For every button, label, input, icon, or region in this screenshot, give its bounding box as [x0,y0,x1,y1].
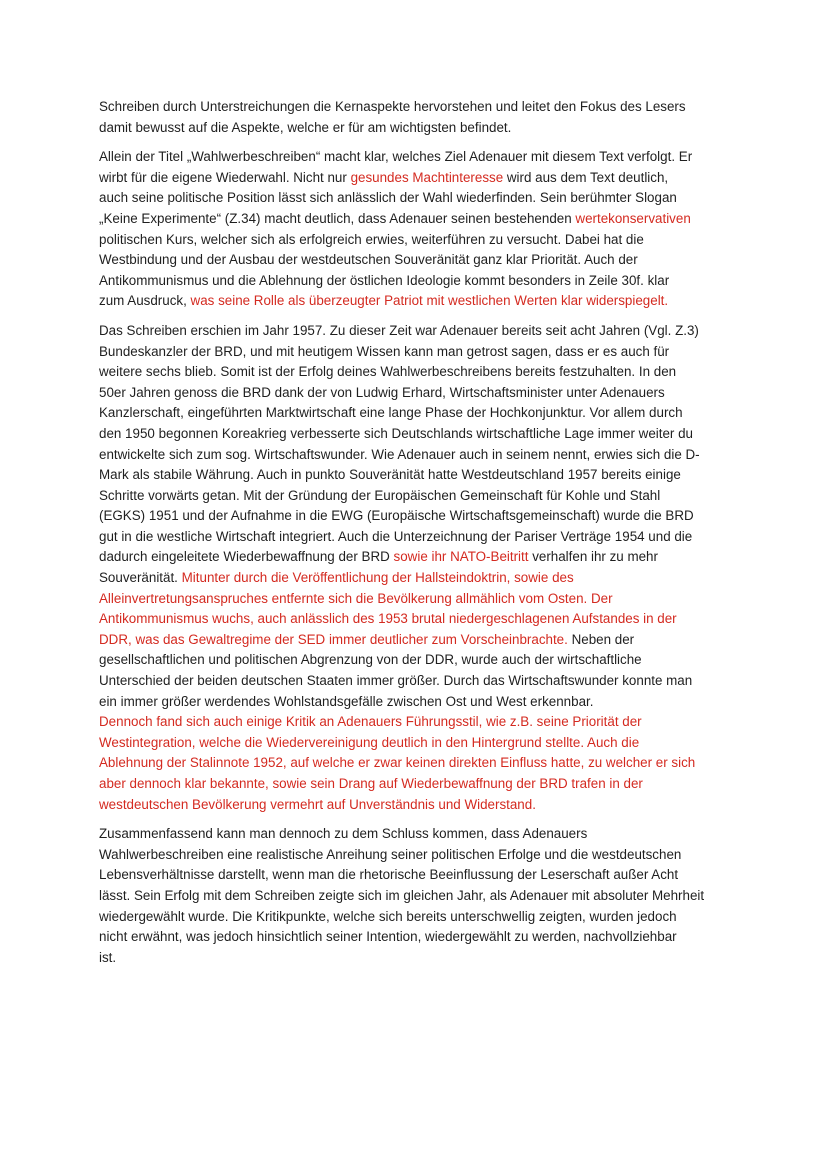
text-line [99,342,739,363]
text-segment: 50er Jahren genoss die BRD dank der von Ludwig Erhard, Wirtschaftsminister unter Adenauers [99,384,665,400]
text-segment: gesellschaftlichen und politischen Abgrenzung von der DDR, wurde auch der wirtschaftliche [99,652,642,668]
text-line [99,589,739,610]
text-segment: Das Schreiben erschien im Jahr 1957. Zu dieser Zeit war Adenauer bereits seit acht Jahren (Vgl. Z.3) [99,322,699,338]
text-segment: Schritte vorwärts getan. Mit der Gründung der Europäischen Gemeinschaft für Kohle und Stahl [99,487,661,503]
text-segment: auch seine politische Position lässt sich anlässlich der Wahl wiederfinden. Sein berühmter Slogan [99,190,677,206]
text-segment: dadurch eingeleitete Wiederbewaffnung der BRD [99,549,394,565]
text-line [99,403,739,424]
text-segment: Lebensverhältnisse darstellt, wenn man die rhetorische Beeinflussung der Leserschaft außer Acht [99,867,679,883]
text-line [99,118,739,139]
document-body [99,97,739,977]
highlighted-text: aber dennoch klar bekannte, sowie sein Drang auf Wiederbewaffnung der BRD trafen in der [99,776,643,791]
highlighted-text: was seine Rolle als überzeugter Patriot mit westlichen Werten klar widerspiegelt. [190,293,669,309]
text-segment: nicht erwähnt, was jedoch hinsichtlich seiner Intention, wiedergewählt zu werden, nachvollziehbar [99,929,677,945]
text-line [99,250,739,271]
text-segment: Westbindung und der Ausbau der westdeutschen Souveränität ganz klar Priorität. Auch der [99,252,638,268]
text-line [99,291,739,312]
text-line [99,445,739,466]
text-segment: damit bewusst auf die Aspekte, welche er für am wichtigsten befindet. [99,119,512,135]
text-segment: Allein der Titel „Wahlwerbeschreiben“ macht klar, welches Ziel Adenauer mit diesem Text verfolgt. Er [99,149,693,165]
highlighted-text: wertekonservativen [575,210,691,226]
text-line [99,568,739,589]
text-segment: wiedergewählt wurde. Die Kritikpunkte, welche sich bereits unterschwellig zeigten, wurden jedoch [99,908,677,924]
text-line [99,486,739,507]
text-segment: wirbt für die eigene Wiederwahl. Nicht nur [99,169,351,185]
text-line [99,886,739,907]
text-segment: ist. [99,949,117,965]
text-line [99,465,739,486]
text-line [99,712,739,733]
text-segment: Neben der [567,631,635,647]
text-segment: ein immer größer werdendes Wohlstandsgefälle zwischen Ost und West erkennbar. [99,693,594,709]
text-line [99,795,739,816]
highlighted-text: sowie ihr NATO-Beitritt [393,549,529,565]
text-line [99,97,739,118]
highlighted-text: westdeutschen Bevölkerung vermehrt auf Unverständnis und Widerstand. [99,796,536,812]
text-line [99,865,739,886]
text-line [99,506,739,527]
text-line [99,927,739,948]
text-line [99,692,739,713]
text-segment: Schreiben durch Unterstreichungen die Kernaspekte hervorstehen und leitet den Fokus des Lesers [99,99,686,114]
text-line [99,168,739,189]
text-line [99,845,739,866]
text-line [99,230,739,251]
text-line [99,209,739,230]
text-segment: den 1950 begonnen Koreakrieg verbesserte sich Deutschlands wirtschaftliche Lage immer weiter du [99,425,693,441]
highlighted-text: Dennoch fand sich auch einige Kritik an Adenauers Führungsstil, wie z.B. seine Priorität der [99,714,642,730]
text-segment: Mark als stabile Währung. Auch in punkto Souveränität hatte Westdeutschland 1957 bereits einige [99,467,681,483]
text-segment: verhalfen ihr zu mehr [528,549,658,565]
text-segment: Bundeskanzler der BRD, und mit heutigem Wissen kann man getrost sagen, dass er es auch für [99,343,670,359]
text-segment: (EGKS) 1951 und der Aufnahme in die EWG (Europäische Wirtschaftsgemeinschaft) wurde die BRD [99,508,694,524]
paragraph-1 [99,97,739,138]
text-segment: gut in die westliche Wirtschaft integriert. Auch die Unterzeichnung der Pariser Verträge 1954 und die [99,528,693,544]
text-line [99,630,739,651]
highlighted-text: Ablehnung der Stalinnote 1952, auf welche er zwar keinen direkten Einfluss hatte, zu welcher er sich [99,755,696,771]
text-segment: Unterschied der beiden deutschen Staaten immer größer. Durch das Wirtschaftswunder konnte man [99,673,693,689]
text-segment: zum Ausdruck, [99,293,191,309]
highlighted-text: DDR, was das Gewaltregime der SED immer deutlicher zum Vorscheinbrachte. [99,631,568,647]
text-segment: Wahlwerbeschreiben eine realistische Anreihung seiner politischen Erfolge und die westdeutschen [99,846,682,862]
text-line [99,733,739,754]
paragraph-2 [99,147,739,312]
paragraph-4 [99,824,739,968]
text-segment: politischen Kurs, welcher sich als erfolgreich erwies, weiterführen zu versucht. Dabei hat die [99,231,644,247]
text-segment: Zusammenfassend kann man dennoch zu dem Schluss kommen, dass Adenauers [99,826,588,842]
highlighted-text: Alleinvertretungsanspruches entfernte sich die Bevölkerung allmählich vom Osten. Der [99,590,613,606]
text-line [99,824,739,845]
text-line [99,907,739,928]
text-segment: wird aus dem Text deutlich, [503,169,669,185]
paragraph-3 [99,321,739,815]
text-line [99,547,739,568]
text-segment: entwickelte sich zum sog. Wirtschaftswunder. Wie Adenauer auch in seinem nennt, erwies sich die D- [99,446,700,462]
highlighted-text: Antikommunismus wuchs, auch anlässlich des 1953 brutal niedergeschlagenen Aufstandes in der [99,611,677,627]
text-line [99,527,739,548]
text-line [99,271,739,292]
text-line [99,753,739,774]
text-line [99,671,739,692]
highlighted-text: Mitunter durch die Veröffentlichung der Hallsteindoktrin, sowie des [181,570,574,586]
text-segment: „Keine Experimente“ (Z.34) macht deutlich, dass Adenauer seinen bestehenden [99,210,576,226]
text-line [99,188,739,209]
text-line [99,383,739,404]
text-line [99,609,739,630]
text-line [99,362,739,383]
text-segment: lässt. Sein Erfolg mit dem Schreiben zeigte sich im gleichen Jahr, als Adenauer mit absoluter Mehrheit [99,887,705,903]
text-line [99,774,739,795]
text-segment: weitere sechs blieb. Somit ist der Erfolg deines Wahlwerbeschreibens bereits festzuhalten. In den [99,364,677,380]
text-line [99,650,739,671]
text-segment: Souveränität. [99,570,182,586]
text-segment: Antikommunismus und die Ablehnung der östlichen Ideologie kommt besonders in Zeile 30f. klar [99,272,670,288]
text-line [99,147,739,168]
text-line [99,948,739,969]
text-segment: Kanzlerschaft, eingeführten Marktwirtschaft eine lange Phase der Hochkonjunktur. Vor allem durch [99,405,683,421]
highlighted-text: gesundes Machtinteresse [350,169,504,185]
highlighted-text: Westintegration, welche die Wiedervereinigung deutlich in den Hintergrund stellte. Auch die [99,734,640,750]
text-line [99,424,739,445]
text-line [99,321,739,342]
